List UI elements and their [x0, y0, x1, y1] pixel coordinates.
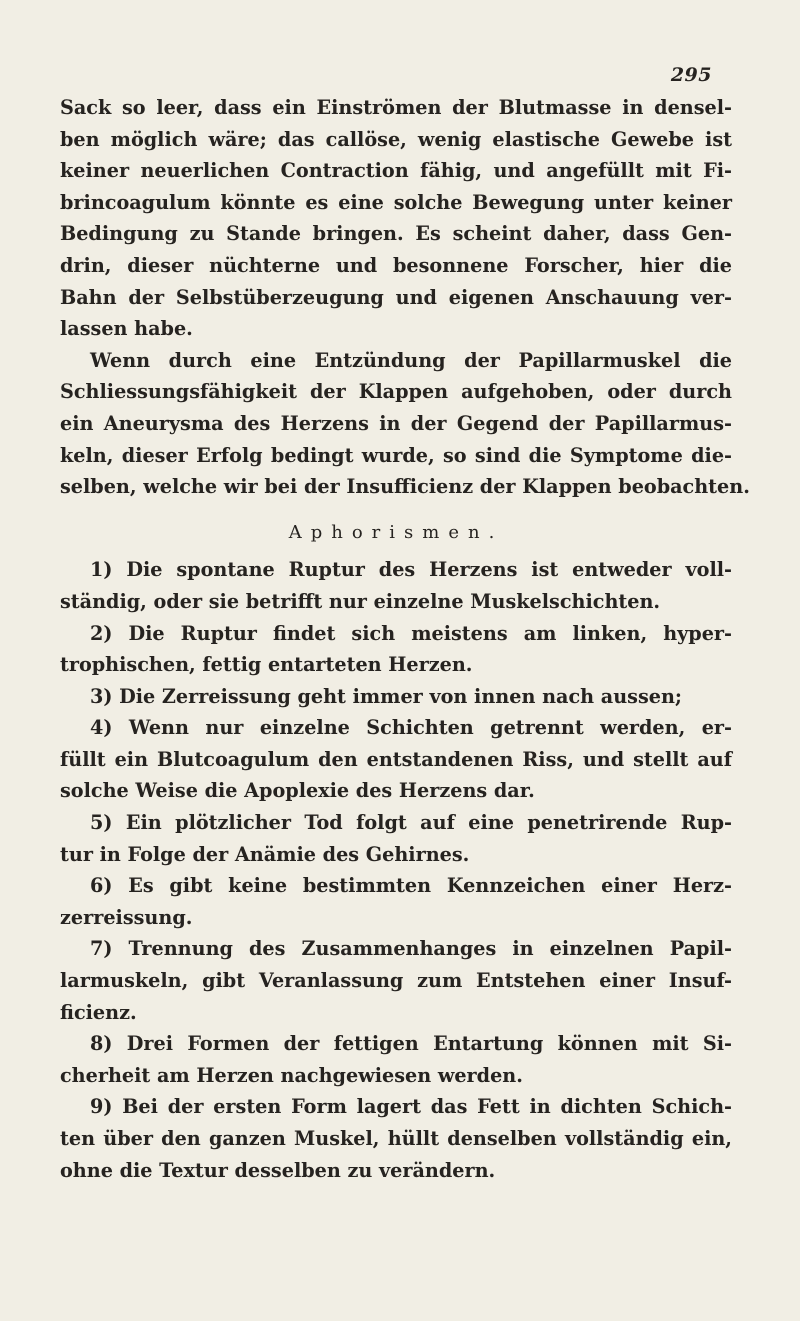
text-line: brincoagulum könnte es eine solche Bewegung unter keiner — [60, 190, 732, 214]
aphorism-5 — [60, 807, 732, 870]
aphorism-3 — [60, 681, 732, 713]
text-line: 9) Bei der ersten Form lagert das Fett in dichten Schich- — [90, 1095, 732, 1119]
aphorism-2 — [60, 618, 732, 681]
text-line: solche Weise die Apoplexie des Herzens dar. — [60, 779, 535, 803]
text-line: 2) Die Ruptur findet sich meistens am linken, hyper- — [90, 621, 732, 645]
text-line: selben, welche wir bei der Insufficienz der Klappen beobachten. — [60, 475, 750, 499]
text-line: keiner neuerlichen Contraction fähig, und angefüllt mit Fi- — [60, 159, 732, 183]
text-line: ben möglich wäre; das callöse, wenig elastische Gewebe ist — [60, 127, 732, 151]
text-line: ficienz. — [60, 1000, 137, 1024]
text-line: Wenn durch eine Entzündung der Papillarmuskel die — [90, 348, 732, 372]
text-line: 6) Es gibt keine bestimmten Kennzeichen einer Herz- — [90, 874, 732, 898]
aphorism-8 — [60, 1028, 732, 1091]
paragraph-papillary — [60, 345, 750, 503]
text-line: ein Aneurysma des Herzens in der Gegend der Papillarmus- — [60, 411, 732, 435]
text-line: 1) Die spontane Ruptur des Herzens ist entweder voll- — [90, 558, 732, 582]
aphorism-4 — [60, 712, 732, 807]
text-line: drin, dieser nüchterne und besonnene Forscher, hier die — [60, 253, 732, 277]
text-line: 5) Ein plötzlicher Tod folgt auf eine penetrirende Rup- — [90, 811, 732, 835]
text-line: Schliessungsfähigkeit der Klappen aufgehoben, oder durch — [60, 380, 732, 404]
text-line: larmuskeln, gibt Veranlassung zum Entstehen einer Insuf- — [60, 969, 732, 993]
text-line: keln, dieser Erfolg bedingt wurde, so sind die Symptome die- — [60, 443, 732, 467]
aphorism-1 — [60, 554, 732, 617]
text-line: ten über den ganzen Muskel, hüllt denselben vollständig ein, — [60, 1127, 732, 1150]
aphorism-7 — [60, 933, 732, 1028]
aphorism-9 — [60, 1091, 732, 1186]
text-line: 4) Wenn nur einzelne Schichten getrennt werden, er- — [90, 716, 732, 740]
text-line: lassen habe. — [60, 317, 193, 341]
page-number: 295 — [670, 64, 712, 86]
text-line: Bahn der Selbstüberzeugung und eigenen Anschauung ver- — [60, 285, 732, 309]
text-line: 3) Die Zerreissung geht immer von innen nach aussen; — [90, 684, 682, 708]
text-line: Bedingung zu Stande bringen. Es scheint daher, dass Gen- — [60, 222, 732, 246]
text-line: 8) Drei Formen der fettigen Entartung können mit Si- — [90, 1032, 732, 1056]
text-line: cherheit am Herzen nachgewiesen werden. — [60, 1063, 523, 1087]
paragraph-continuation — [60, 92, 732, 345]
text-line: tur in Folge der Anämie des Gehirnes. — [60, 842, 470, 866]
aphorism-6 — [60, 870, 732, 933]
section-heading: Aphorismen. — [288, 521, 504, 543]
text-line: zerreissung. — [60, 905, 193, 929]
text-line: ständig, oder sie betrifft nur einzelne Muskelschichten. — [60, 589, 661, 613]
body-text — [60, 92, 750, 1186]
text-line: füllt ein Blutcoagulum den entstandenen Riss, und stellt auf — [60, 747, 732, 771]
text-line: ohne die Textur desselben zu verändern. — [60, 1158, 496, 1182]
text-line: Sack so leer, dass ein Einströmen der Blutmasse in densel- — [60, 96, 732, 119]
text-line: trophischen, fettig entarteten Herzen. — [60, 653, 473, 677]
text-line: 7) Trennung des Zusammenhanges in einzelnen Papil- — [90, 937, 732, 961]
